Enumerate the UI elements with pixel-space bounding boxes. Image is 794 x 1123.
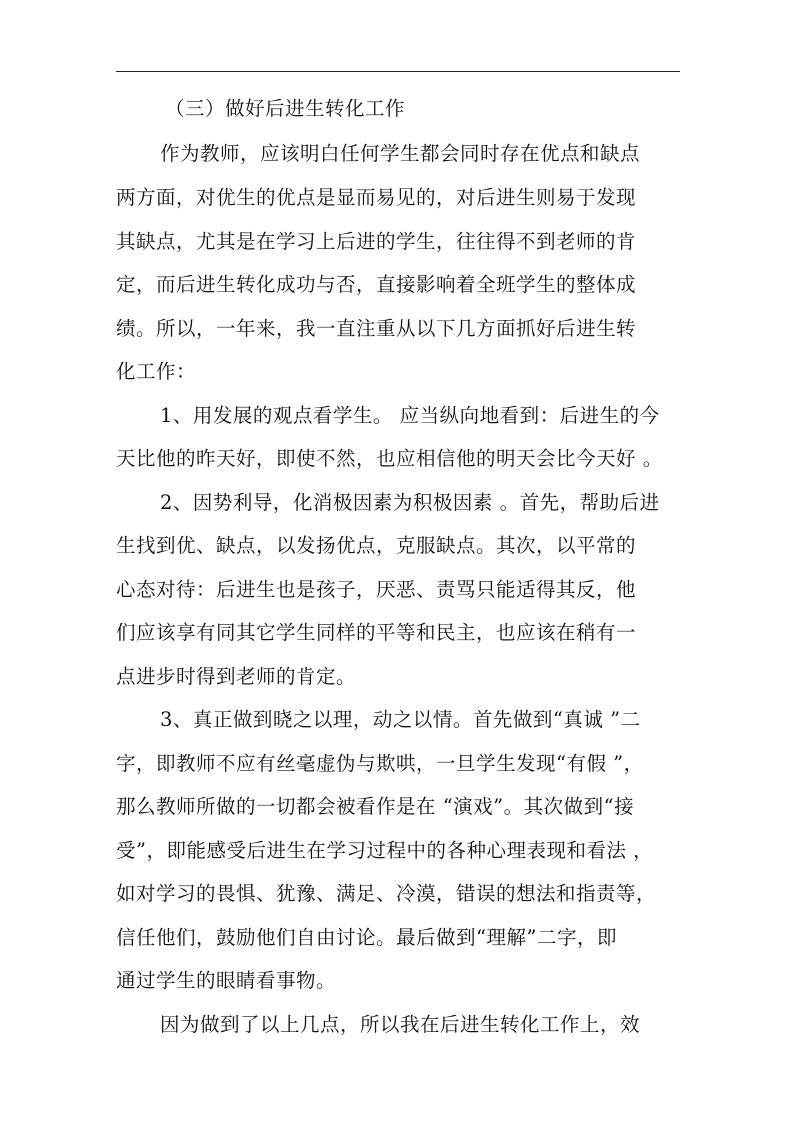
paragraph-line: 生找到优、缺点，以发扬优点，克服缺点。其次，以平常的 — [116, 534, 637, 557]
paragraph-line: 们应该享有同其它学生同样的平等和民主，也应该在稍有一 — [116, 621, 637, 644]
paragraph-line: 如对学习的畏惧、犹豫、满足、冷漠，错误的想法和指责等， — [116, 882, 657, 905]
paragraph-line: 因为做到了以上几点，所以我在后进生转化工作上，效 — [160, 1013, 641, 1036]
paragraph-line: 那么教师所做的一切都会被看作是在 “演戏”。其次做到“接 — [116, 795, 635, 818]
paragraph-line: 绩。所以，一年来，我一直注重从以下几方面抓好后进生转 — [116, 317, 637, 340]
paragraph-line: 天比他的昨天好，即使不然，也应相信他的明天会比今天好 。 — [116, 447, 663, 470]
paragraph-line: 字，即教师不应有丝毫虚伪与欺哄，一旦学生发现“有假 ”， — [116, 752, 644, 775]
section-heading: （三）做好后进生转化工作 — [165, 97, 406, 120]
paragraph-line: 信任他们，鼓励他们自由讨论。最后做到“理解”二字，即 — [116, 926, 617, 949]
header-rule — [116, 71, 680, 72]
paragraph-line: 点进步时得到老师的肯定。 — [116, 665, 357, 688]
paragraph-line: 心态对待：后进生也是孩子，厌恶、责骂只能适得其反，他 — [116, 578, 637, 601]
paragraph-line: 化工作： — [116, 360, 197, 383]
paragraph-line: 3、真正做到晓之以理，动之以情。首先做到“真诚 ”二 — [160, 708, 641, 731]
paragraph-line: 1、用发展的观点看学生。 应当纵向地看到：后进生的今 — [160, 404, 660, 427]
paragraph-line: 定，而后进生转化成功与否，直接影响着全班学生的整体成 — [116, 273, 637, 296]
paragraph-line: 其缺点，尤其是在学习上后进的学生，往往得不到老师的肯 — [116, 230, 637, 253]
paragraph-line: 两方面，对优生的优点是显而易见的，对后进生则易于发现 — [116, 186, 637, 209]
paragraph-line: 作为教师，应该明白任何学生都会同时存在优点和缺点 — [160, 142, 641, 165]
paragraph-line: 通过学生的眼睛看事物。 — [116, 969, 337, 992]
paragraph-line: 2、因势利导，化消极因素为积极因素 。首先，帮助后进 — [160, 491, 660, 514]
paragraph-line: 受”，即能感受后进生在学习过程中的各种心理表现和看法 ， — [116, 839, 654, 862]
